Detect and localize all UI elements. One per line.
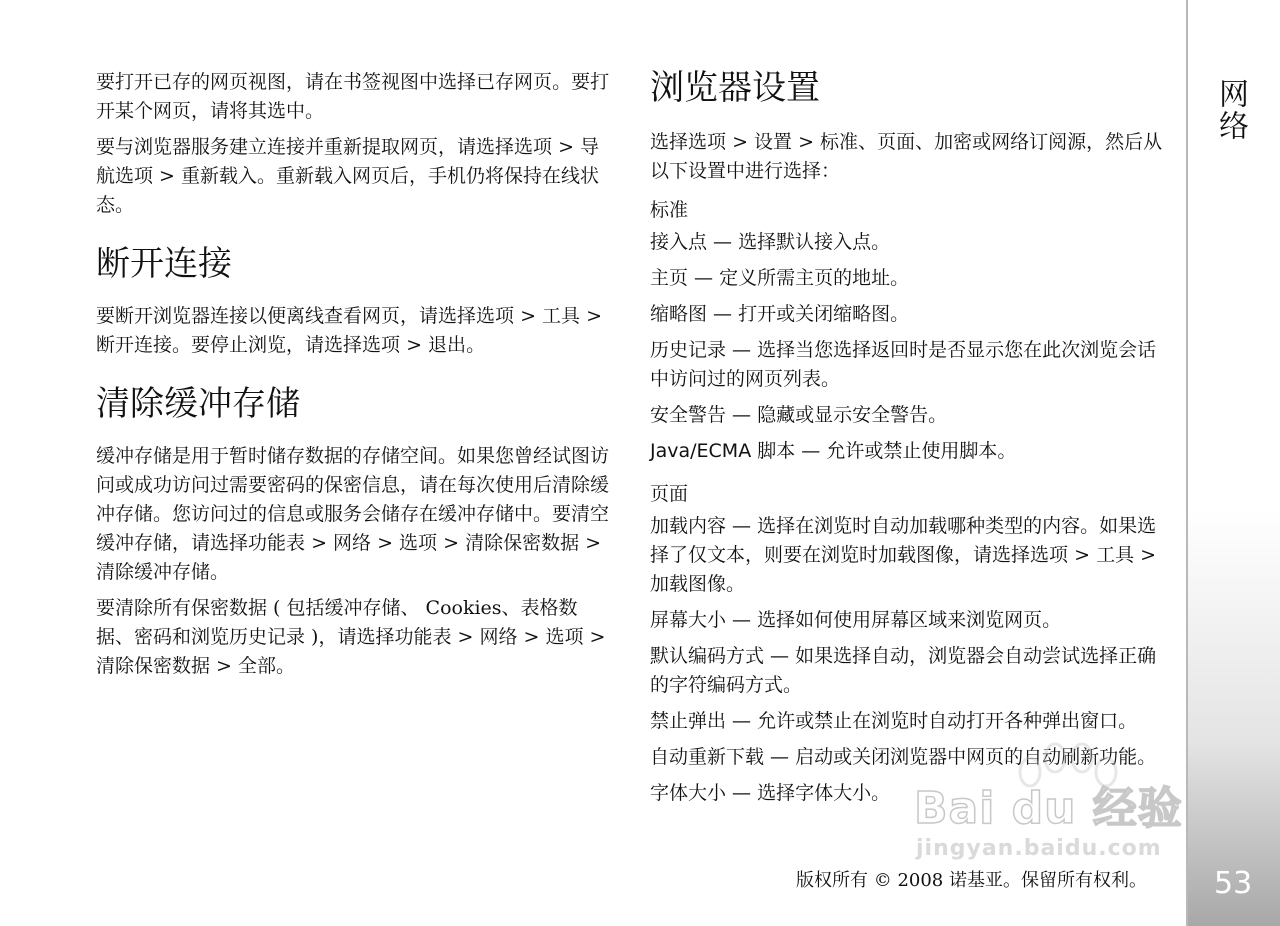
para-clear-all: 要清除所有保密数据 ( 包括缓冲存储、 Cookies、表格数据、密码和浏览历史记录 )，请选择功能表 > 网络 > 选项 > 清除保密数据 > 全部。 (96, 597, 606, 677)
setting-thumbnail: 缩略图 — 打开或关闭缩略图。 (650, 303, 910, 325)
setting-encoding: 默认编码方式 — 如果选择自动，浏览器会自动尝试选择正确的字符编码方式。 (650, 645, 1157, 696)
setting-auto-reload: 自动重新下载 — 启动或关闭浏览器中网页的自动刷新功能。 (650, 746, 1157, 768)
copyright-footer: 版权所有 © 2008 诺基亚。保留所有权利。 (796, 870, 1147, 891)
page-number: 53 (1214, 866, 1253, 901)
watermark-logo: Bai du 经验 (914, 783, 1183, 834)
setting-security-warning: 安全警告 — 隐藏或显示安全警告。 (650, 404, 948, 426)
para-settings-intro: 选择选项 > 设置 > 标准、页面、加密或网络订阅源，然后从以下设置中进行选择： (650, 131, 1163, 182)
setting-history: 历史记录 — 选择当您选择返回时是否显示您在此次浏览会话中访问过的网页列表。 (650, 339, 1157, 390)
left-column (96, 68, 611, 688)
para-cache: 缓冲存储是用于暂时储存数据的存储空间。如果您曾经试图访问或成功访问过需要密码的保密信息，请在每次使用后清除缓冲存储。您访问过的信息或服务会储存在缓冲存储中。要清空缓冲存储，请选择功能表 > 网络 > 选项 > 清除保密数据 > 清除缓冲存储。 (96, 445, 610, 583)
heading-disconnect: 断开连接 (96, 244, 232, 284)
para-saved-pages: 要打开已存的网页视图，请在书签视图中选择已存网页。要打开某个网页，请将其选中。 (96, 71, 610, 122)
para-disconnect: 要断开浏览器连接以便离线查看网页，请选择选项 > 工具 > 断开连接。要停止浏览，请选择选项 > 退出。 (96, 305, 603, 356)
setting-script: Java/ECMA 脚本 — 允许或禁止使用脚本。 (650, 440, 1017, 462)
para-reload: 要与浏览器服务建立连接并重新提取网页，请选择选项 > 导航选项 > 重新载入。重新载入网页后，手机仍将保持在线状态。 (96, 136, 600, 216)
setting-block-popups: 禁止弹出 — 允许或禁止在浏览时自动打开各种弹出窗口。 (650, 710, 1138, 732)
watermark-url: jingyan.baidu.com (916, 836, 1162, 861)
setting-load-content: 加载内容 — 选择在浏览时自动加载哪种类型的内容。如果选择了仅文本，则要在浏览时加载图像，请选择选项 > 工具 > 加载图像。 (650, 515, 1157, 595)
setting-homepage: 主页 — 定义所需主页的地址。 (650, 267, 910, 289)
heading-clear-cache: 清除缓冲存储 (96, 384, 300, 424)
heading-browser-settings: 浏览器设置 (650, 68, 820, 108)
setting-screen-size: 屏幕大小 — 选择如何使用屏幕区域来浏览网页。 (650, 609, 1062, 631)
section-label: 网络 (1213, 78, 1248, 142)
subheading-standard: 标准 (650, 199, 689, 221)
setting-access-point: 接入点 — 选择默认接入点。 (650, 231, 891, 253)
subheading-page: 页面 (650, 483, 689, 505)
setting-font-size: 字体大小 — 选择字体大小。 (650, 782, 891, 804)
right-column (650, 68, 1170, 815)
